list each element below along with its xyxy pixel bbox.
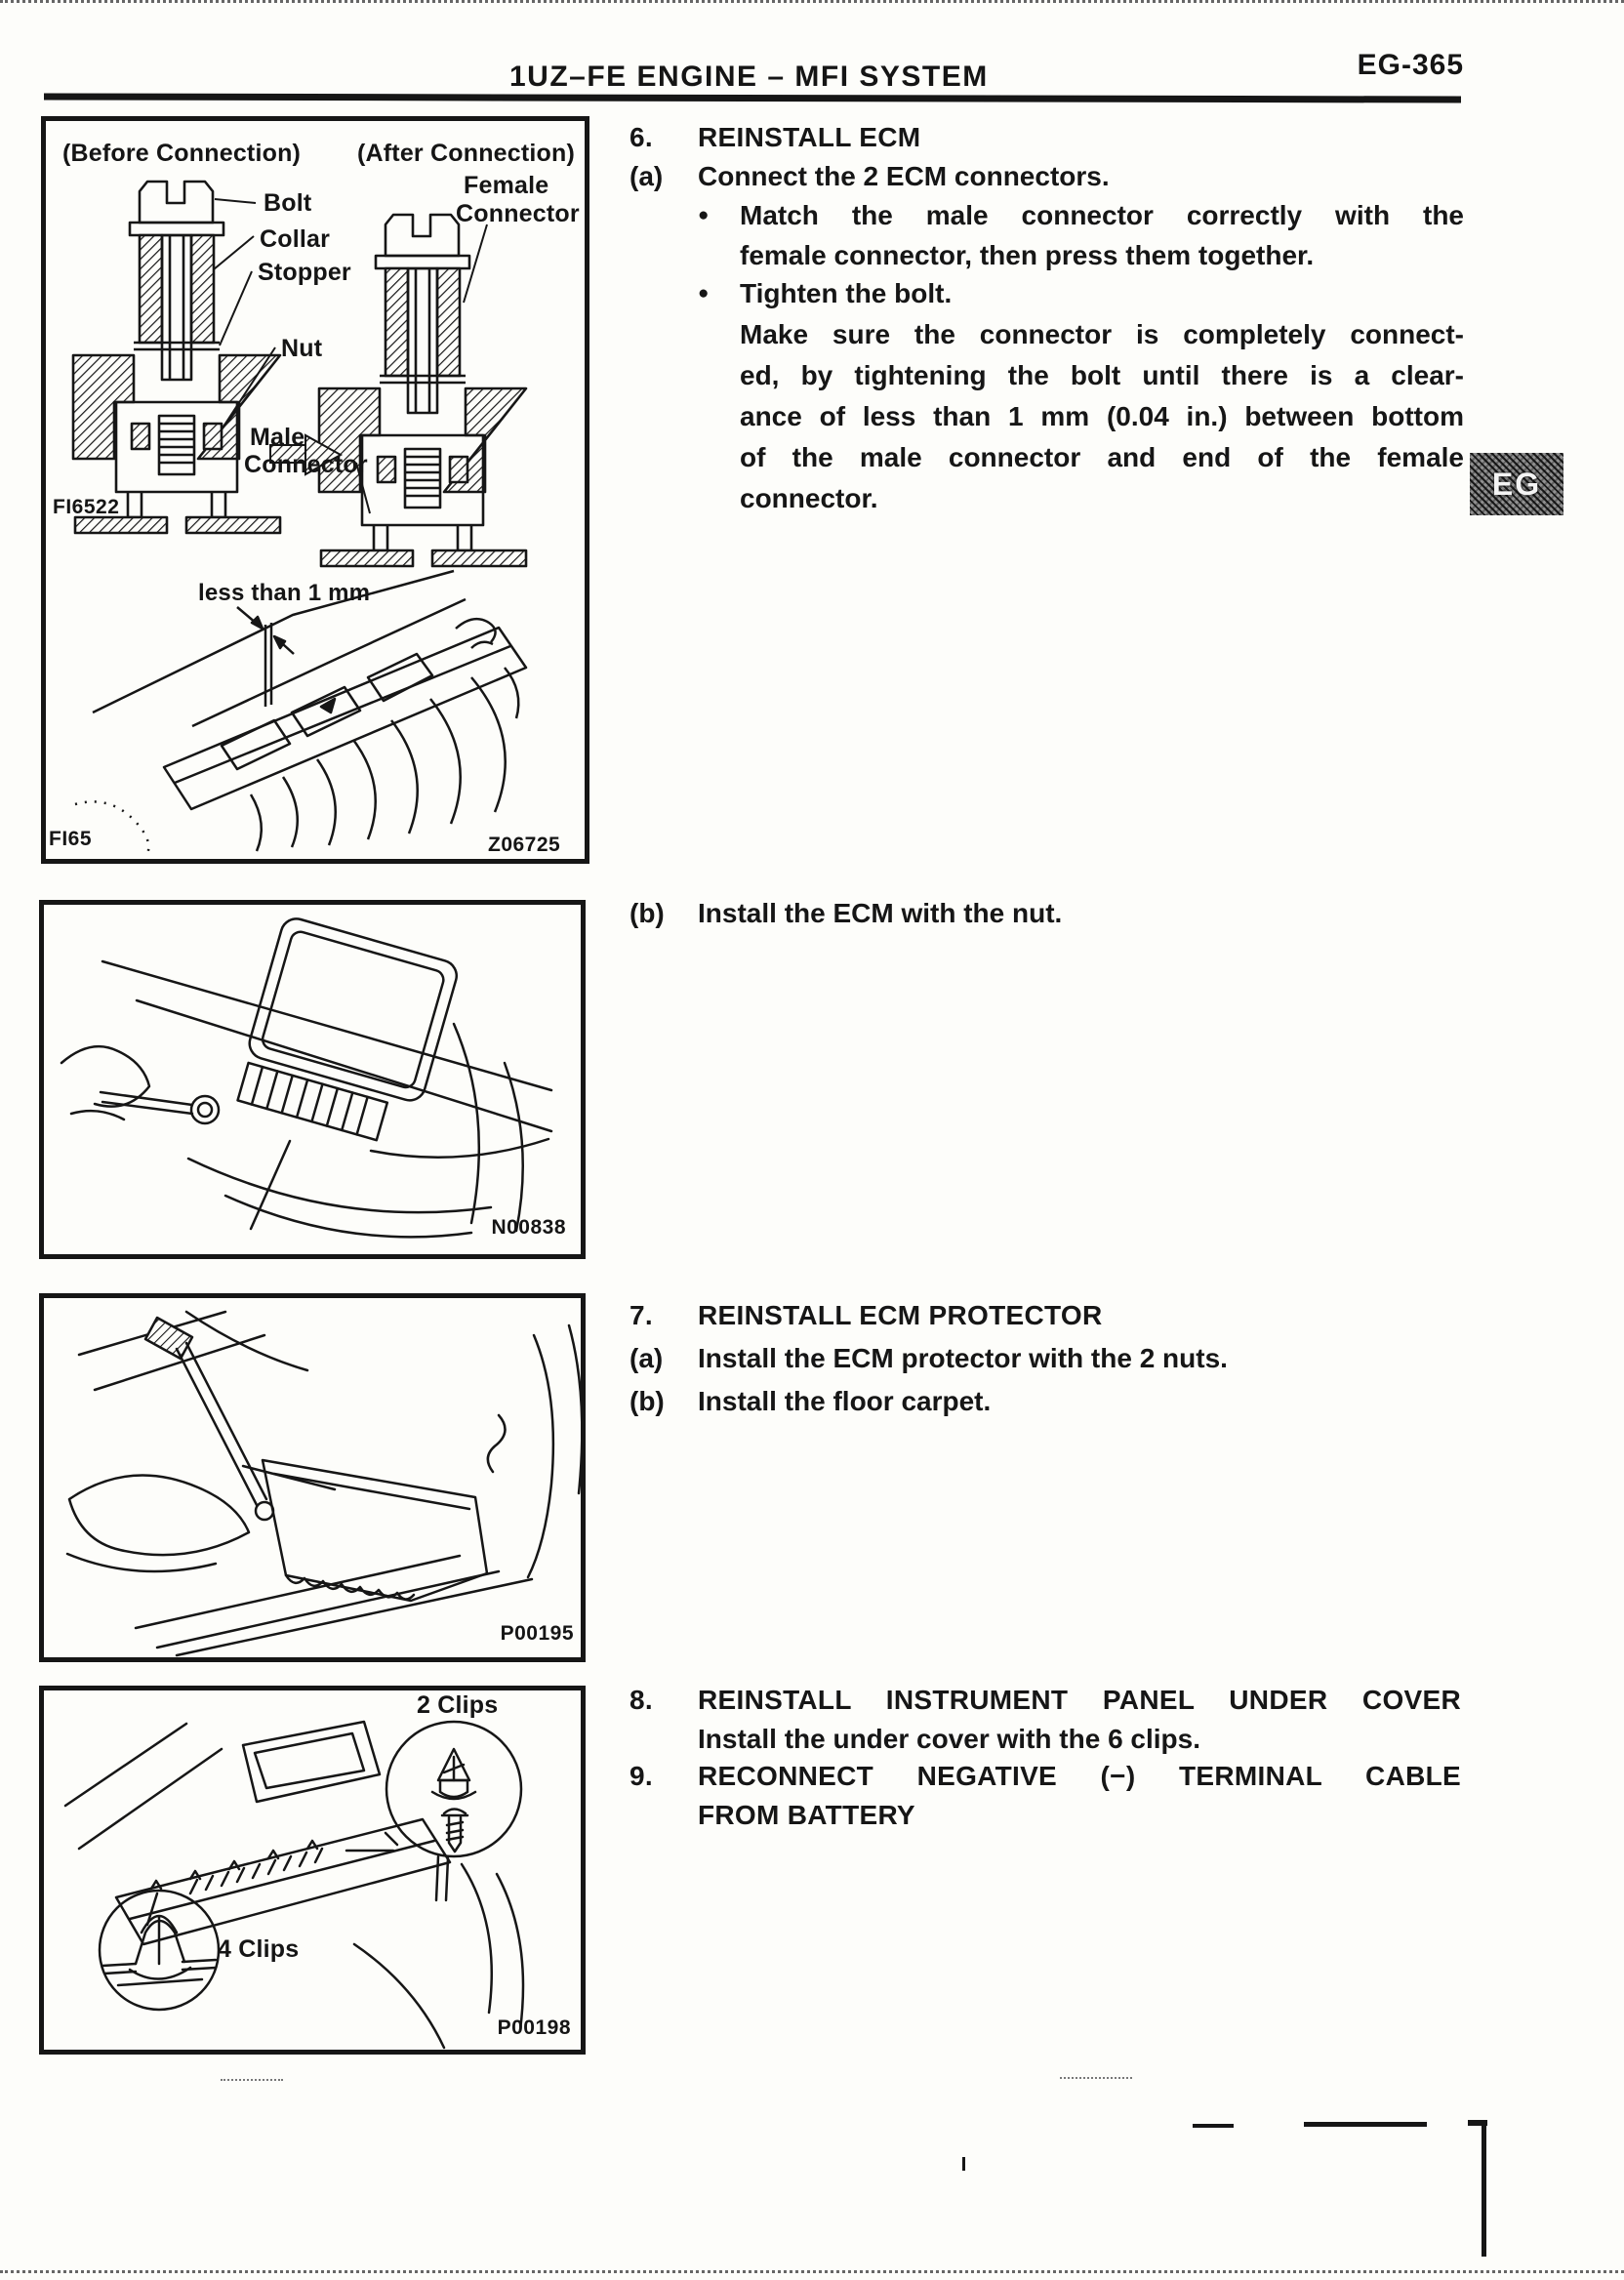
fig1-collar-label: Collar bbox=[260, 225, 331, 253]
paragraph-line-5: connector. bbox=[740, 483, 878, 513]
scan-artifact bbox=[1482, 2126, 1486, 2257]
paragraph-line-2: ed, by tightening the bolt until there is a clear- bbox=[740, 360, 1464, 390]
fig1-bolt-label: Bolt bbox=[264, 189, 312, 217]
fig4-4clips-label: 4 Clips bbox=[218, 1935, 300, 1963]
scan-artifact bbox=[1193, 2124, 1234, 2128]
step-7-number: 7. bbox=[629, 1300, 653, 1330]
fig2-code: N00838 bbox=[491, 1216, 566, 1239]
step-6-title: REINSTALL ECM bbox=[698, 122, 921, 152]
header-rule bbox=[44, 93, 1461, 102]
fig1-after-label: (After Connection) bbox=[357, 140, 576, 167]
step-7-heading bbox=[629, 1295, 1461, 1335]
fig3-code: P00195 bbox=[500, 1622, 574, 1645]
figure-ecm-install bbox=[39, 900, 586, 1259]
step-7a-row bbox=[629, 1338, 1461, 1378]
step-6-bullet-2 bbox=[698, 273, 1464, 313]
bullet-1-line-1: Match the male connector correctly with the bbox=[740, 200, 1464, 230]
fig4-2clips-label: 2 Clips bbox=[417, 1691, 499, 1719]
bolt-assembly-drawing bbox=[73, 182, 280, 533]
bullet-1-line-2: female connector, then press them together. bbox=[740, 240, 1315, 270]
scan-artifact bbox=[1060, 2077, 1132, 2079]
ecm-install-drawing bbox=[44, 905, 581, 1254]
section-tab-eg bbox=[1470, 453, 1563, 515]
step-9-heading bbox=[629, 1757, 1461, 1835]
step-6-bullet-2-text: Tighten the bolt. bbox=[740, 278, 953, 308]
step-8-sub-row bbox=[698, 1720, 1461, 1759]
step-7a-text: Install the ECM protector with the 2 nuts. bbox=[698, 1343, 1228, 1373]
fig1-code-fi6522: FI6522 bbox=[53, 496, 120, 518]
step-7a-label: (a) bbox=[629, 1343, 664, 1373]
step-9-title-line-1: RECONNECT NEGATIVE (−) TERMINAL CABLE bbox=[698, 1761, 1461, 1791]
bullet-icon: ● bbox=[698, 283, 710, 304]
scan-artifact-top-edge bbox=[0, 0, 1624, 3]
fig1-before-label: (Before Connection) bbox=[62, 140, 302, 167]
step-6-number: 6. bbox=[629, 122, 653, 152]
step-9-title-line-2: FROM BATTERY bbox=[698, 1800, 915, 1830]
step-6a-text: Connect the 2 ECM connectors. bbox=[698, 161, 1110, 191]
paragraph-line-4: of the male connector and end of the female bbox=[740, 442, 1464, 472]
step-7b-label: (b) bbox=[629, 1386, 665, 1416]
step-6a-label: (a) bbox=[629, 161, 664, 191]
fig4-code: P00198 bbox=[497, 2016, 571, 2039]
step-7-title: REINSTALL ECM PROTECTOR bbox=[698, 1300, 1103, 1330]
fig1-female-label-line1: Female bbox=[464, 172, 549, 199]
step-9-number: 9. bbox=[629, 1761, 653, 1791]
fig1-code-z06725: Z06725 bbox=[488, 834, 561, 856]
scan-artifact-bottom-edge bbox=[0, 2270, 1624, 2273]
step-8-sub-text: Install the under cover with the 6 clips. bbox=[698, 1724, 1201, 1754]
fig1-stopper-label: Stopper bbox=[258, 259, 351, 286]
step-6-paragraph bbox=[740, 314, 1464, 519]
scan-artifact bbox=[1304, 2122, 1427, 2127]
step-6a-row bbox=[629, 156, 1461, 196]
fig1-female-label-line2: Connector bbox=[456, 200, 580, 227]
section-tab-label: EG bbox=[1491, 466, 1542, 502]
figure-ecm-protector bbox=[39, 1293, 586, 1662]
step-7b-row bbox=[629, 1381, 1461, 1421]
page-number: EG-365 bbox=[1357, 49, 1464, 81]
scan-artifact bbox=[962, 2157, 965, 2171]
step-6-bullet-1 bbox=[698, 195, 1464, 275]
paragraph-line-1: Make sure the connector is completely connect- bbox=[740, 319, 1464, 349]
step-7b-text: Install the floor carpet. bbox=[698, 1386, 992, 1416]
clearance-detail-drawing bbox=[75, 571, 526, 857]
scan-artifact bbox=[221, 2079, 283, 2081]
fig1-nut-label: Nut bbox=[281, 335, 323, 362]
step-8-title: REINSTALL INSTRUMENT PANEL UNDER COVER bbox=[698, 1685, 1461, 1715]
page-title: 1UZ–FE ENGINE – MFI SYSTEM bbox=[509, 61, 989, 93]
fig1-clearance-label: less than 1 mm bbox=[198, 580, 371, 606]
fig1-male-label-line2: Connector bbox=[244, 451, 368, 478]
step-6b-label: (b) bbox=[629, 898, 665, 928]
paragraph-line-3: ance of less than 1 mm (0.04 in.) between bottom bbox=[740, 401, 1464, 431]
step-8-number: 8. bbox=[629, 1685, 653, 1715]
ecm-protector-drawing bbox=[44, 1298, 581, 1657]
step-6b-row bbox=[629, 893, 1461, 933]
step-6-bullet-1-text bbox=[740, 195, 1464, 275]
figure-under-cover bbox=[39, 1686, 586, 2055]
fig1-male-label-line1: Male bbox=[250, 424, 305, 451]
bullet-icon: ● bbox=[698, 205, 710, 225]
under-cover-drawing bbox=[44, 1690, 581, 2050]
step-9-title bbox=[698, 1757, 1461, 1835]
fig1-code-fi65: FI65 bbox=[49, 828, 93, 850]
step-6-heading bbox=[629, 117, 1461, 157]
step-6b-text: Install the ECM with the nut. bbox=[698, 898, 1063, 928]
step-8-heading bbox=[629, 1681, 1461, 1720]
